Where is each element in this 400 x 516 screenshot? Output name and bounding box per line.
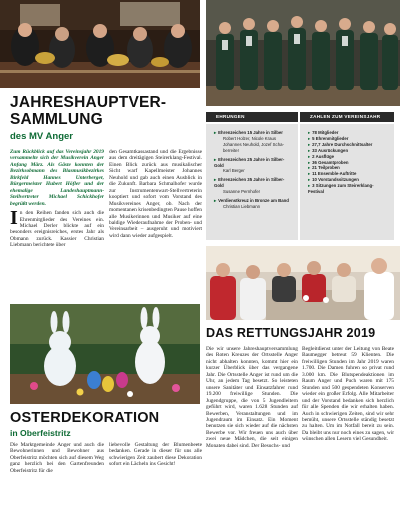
article-2-column-2-text: Begleitdienst unter der Leitung von Beate Baumegger betreut 59 Klienten. Die freiwilligen Stunden im Jahr 2019 waren 1.700. Die Damen fuhren so privat rund 3.000 km. Die Blutspendeaktionen im Raum Anger und Puch waren mit 175 Stunden und 500 gespendeten Konserven wieder ein großer Erfolg. Alle Mitarbeiter und der Vorstand bedanken sich herzlich für alle Spenden die wir erhalten haben. Auch in schwierigen Zeiten, sind wir sehr bemüht, unsere Ortsstelle ständig besetzt zu halten. Um im Notfall bereit zu sein. Da bleibt uns nur noch eines zu sagen, wir wünschen allen Lesern viel Gesundheit.	[302, 346, 394, 443]
band-rehearsal-photo	[0, 0, 200, 88]
stat-item: ▸ 36 Gesamtproben	[308, 160, 388, 166]
easter-decoration-photo	[10, 304, 200, 404]
honorees-group-photo	[206, 0, 400, 106]
honor-item	[214, 130, 292, 154]
honor-item	[214, 198, 292, 210]
red-cross-meeting-photo	[206, 246, 400, 320]
article-1-subtitle: des MV Anger	[10, 131, 73, 142]
honors-list	[206, 124, 298, 240]
honor-title: ▸ Ehrenzeichen 35 Jahre in Silber-Gold	[214, 177, 292, 189]
honor-item	[214, 157, 292, 175]
honor-recipient: berreiter	[223, 147, 240, 153]
honor-title: ▸ Ehrenzeichen 15 Jahre in Silber	[214, 130, 292, 136]
article-1-title-line-1: JAHRESHAUPTVER-	[10, 94, 167, 111]
honor-title: ▸ Ehrenzeichen 25 Jahre in Silber-Gold	[214, 157, 292, 169]
honor-recipient: Christian Liebmann	[223, 203, 261, 209]
honor-item	[214, 177, 292, 195]
article-3-column-2	[109, 442, 202, 512]
stat-item: ▸ 10 Vorstandssitzungen	[308, 177, 388, 183]
article-2-title: DAS RETTUNGSJAHR 2019	[206, 326, 376, 340]
stat-item: ▸ 2 Ausflüge	[308, 154, 388, 160]
stat-item: ▸ 5 Ehrenmitglieder	[308, 136, 388, 142]
stat-item: ▸ 21 Teilproben	[308, 165, 388, 171]
article-1-dropcap: I	[10, 207, 18, 230]
article-1-column-2	[109, 149, 202, 301]
article-1-paragraph-2	[10, 207, 104, 249]
article-1-column-2-text: den Gesamtkassastand und die Ergebnisse aus dem dreitägigen Steirerklang-Festival. Einen Blick zurück aus musikalischer Sicht warf Kapellmeister Johannes Neuhold und gab auch einen Ausblick in die Zukunft. Barbara Schmalhofer wurde zur Instrumentenwart-Stellvertreterin kooptiert und sofort vom Vorstand des Musikvereines Anger, ob. Nach der momentanen krisenbedingten Pause hoffen alle Musikerinnen und Musiker auf eine baldige Wiederaufnahme der Proben- und Vereinsarbeit – ausgeruht und motiviert wird dann wieder aufgespielt.	[109, 149, 202, 239]
article-2-column-1-text: Die wir unsere Jahreshauptversammlung des Roten Kreuzes der Ortsstelle Anger nicht abhalten konnten, kommt hier ein kurzer Überblick über das vergangene Jahr. Die Ortsstelle Anger ist rund um die Uhr, an jedem Tag besetzt. So leisteten unsere Sanitäter und Einsatzfahrer rund 19.200 freiwillige Stunden. Die Jugendgruppe, die von 5 Jugendleitern geführt wird, waren 1.628 Stunden auf Bewerben, Veranstaltungen und im Jugendraum im Einsatz. Ein Moment benutzen sie sich wieder auf die nächsten Bewerbe vor. Wir freuen uns auch über zwei neue Mädchen, die seit einigen Monaten dabei sind. Der Besuchs- und	[206, 346, 298, 449]
stat-item: ▸ 11 Ensemble-Auftritte	[308, 171, 388, 177]
article-1-title-line-2: SAMMLUNG	[10, 111, 103, 128]
honor-recipient: Robert Holzer, Nicole Kraus	[223, 135, 277, 141]
article-2-column-1	[206, 346, 298, 510]
article-3-title: OSTERDEKORATION	[10, 410, 160, 426]
article-3-column-1-text: Die Marktgemeinde Anger und auch die Bewohnerinnen und Bewohner aus Oberfeistritz möchten sich auf diesem Weg ganz herzlich bei den Gartenfreunden Oberfeistritz für die	[10, 442, 104, 474]
honor-recipient: Karl Berger	[223, 168, 245, 174]
article-2-column-2	[302, 346, 394, 510]
honor-recipient: Johannes Neuhold, Jozef Scha-	[223, 141, 284, 147]
article-3-column-1	[10, 442, 104, 512]
stat-item: ▸ 78 Mitglieder	[308, 130, 388, 136]
stat-item: ▸ 27,7 Jahre Durchschnittsalter	[308, 142, 388, 148]
stat-item: ▸ 3 Sitzungen zum Steirerklang-Festival	[308, 183, 388, 195]
stats-heading: ZAHLEN ZUM VEREINSJAHR	[300, 112, 394, 122]
stat-item: ▸ 33 Ausrückungen	[308, 148, 388, 154]
article-3-column-2-text: liebevolle Gestaltung der Blumenbeete bedanken. Gerade in dieser für uns alle schwierigen Zeit zaubert diese Dekoration sofort ein Lächeln ins Gesicht!	[109, 442, 202, 468]
honor-title: ▸ Verdienstkreuz in Bronze am Band	[214, 198, 292, 204]
article-1-paragraph-2-text: n den Reihen fanden sich auch die Ehrenmitglieder des Vereines ein. Michael Derler blickte auf ein besonders ereignisreiches, erstes Jahr als Obmann zurück. Kassier Christian Liebmann berichtete über	[10, 210, 104, 249]
article-1-lead: Zum Rückblick auf das Vereinsjahr 2019 versammelte sich der Musikverein Anger Anfang März. Als Gäste konnten der Bezirksobmann des Blasmusikbezirkes Birkfeld Hannes Unterberger, Bürgermeister Hubert Höfler und der ehemalige Landeshauptmann-Stellvertreter Michael Schickhofer begrüßt werden.	[10, 149, 104, 207]
article-1-column-1	[10, 149, 104, 301]
stats-list	[300, 124, 394, 240]
article-3-subtitle: in Oberfeistritz	[10, 428, 71, 438]
honor-recipient: Susanne Pernhofer	[223, 189, 261, 195]
honors-heading: EHRUNGEN	[206, 112, 298, 122]
